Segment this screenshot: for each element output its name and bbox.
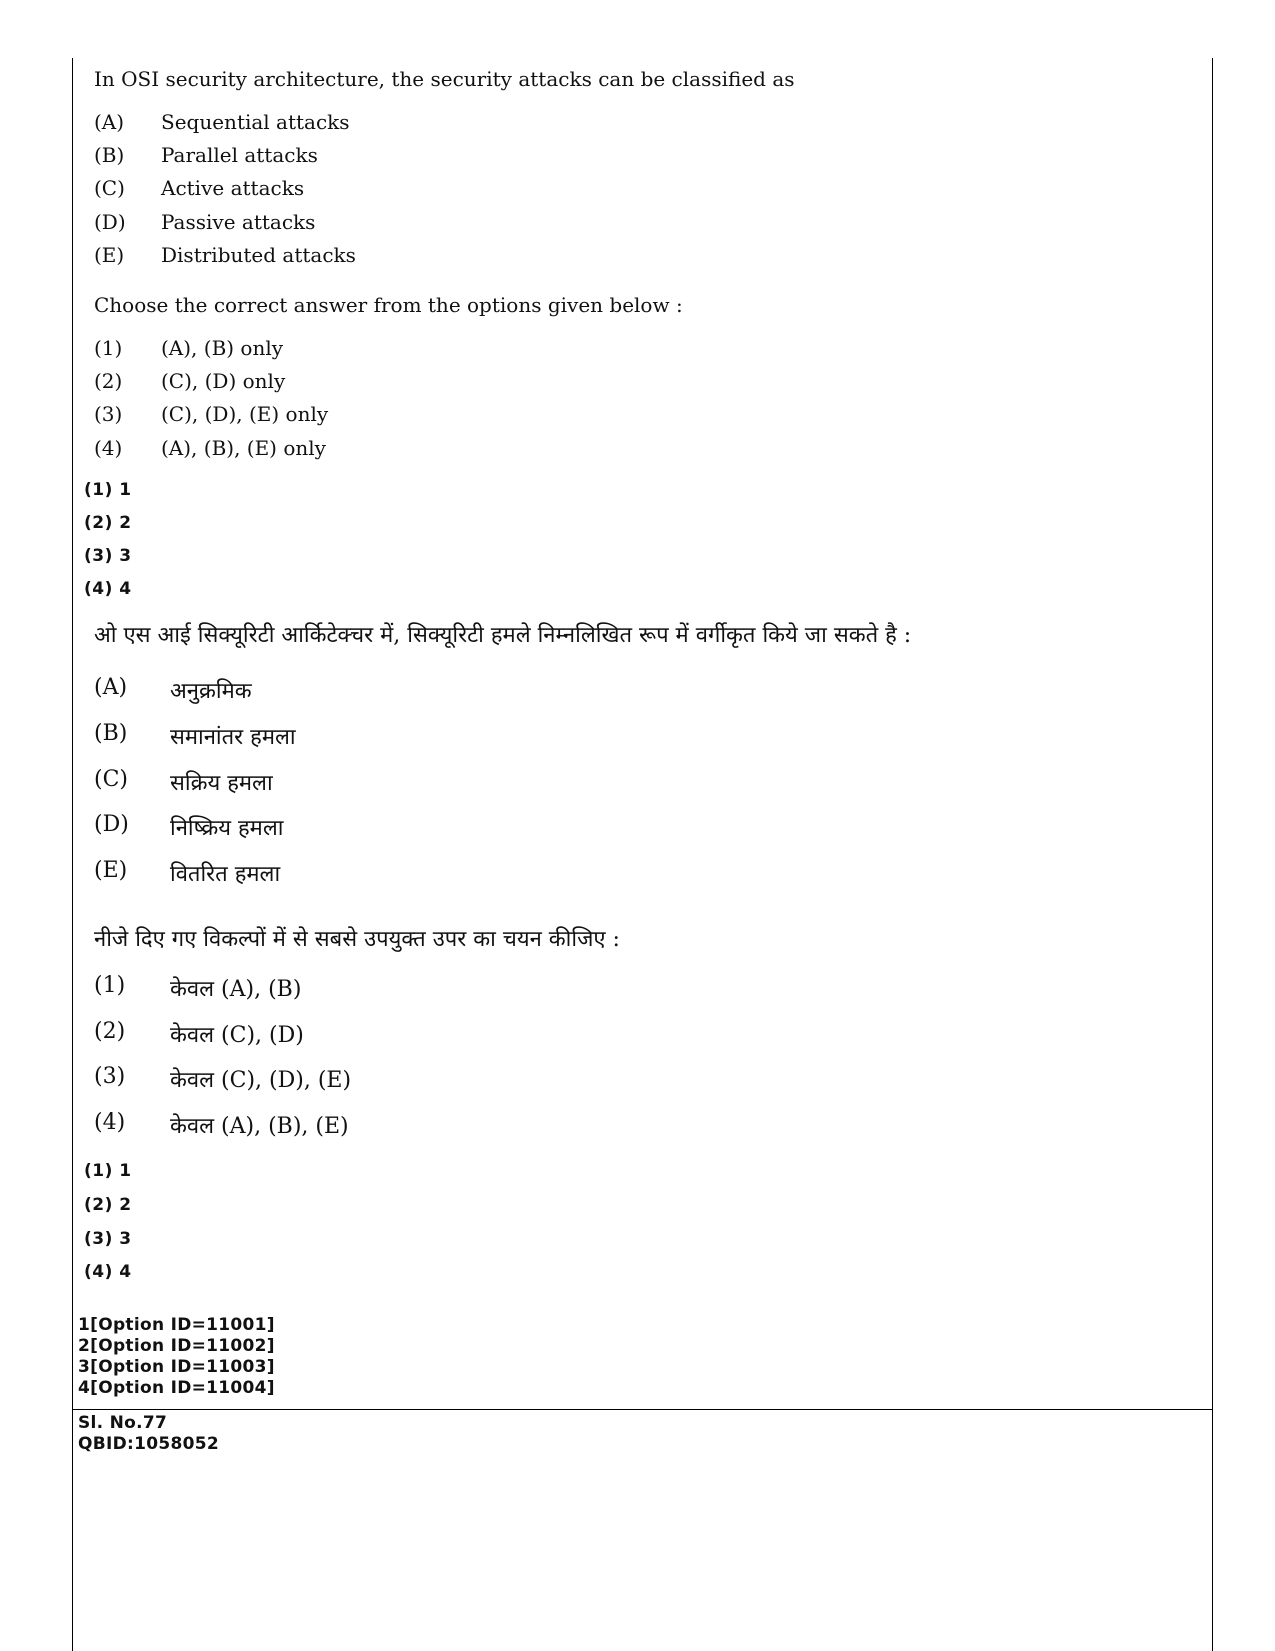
- serial-number: Sl. No.77: [78, 1413, 168, 1433]
- instruction-en: Choose the correct answer from the options given below :: [94, 293, 683, 317]
- answer-option-2-hi[interactable]: (2) 2: [84, 1195, 132, 1215]
- question-divider: [72, 1409, 1213, 1410]
- answer-option-3-en[interactable]: (3) 3: [84, 546, 132, 566]
- answer-option-2-en[interactable]: (2) 2: [84, 513, 132, 533]
- question-text-hi: ओ एस आई सिक्यूरिटी आर्किटेक्चर में, सिक्यूरिटी हमले निम्नलिखित रूप में वर्गीकृत किये जा सकते है :: [94, 623, 912, 648]
- left-border: [72, 58, 73, 1651]
- option-id-list: [78, 1315, 275, 1399]
- option-id-3: 3[Option ID=11003]: [78, 1357, 275, 1377]
- option-id-4: 4[Option ID=11004]: [78, 1378, 275, 1398]
- qbid: QBID:1058052: [78, 1434, 220, 1454]
- answer-option-4-hi[interactable]: (4) 4: [84, 1262, 132, 1282]
- answer-option-3-hi[interactable]: (3) 3: [84, 1229, 132, 1249]
- right-border: [1212, 58, 1213, 1651]
- answer-option-4-en[interactable]: (4) 4: [84, 579, 132, 599]
- next-question-header: [78, 1413, 219, 1455]
- question-text-en: In OSI security architecture, the security attacks can be classified as: [94, 67, 795, 91]
- answer-option-1-en[interactable]: (1) 1: [84, 480, 132, 500]
- answer-option-1-hi[interactable]: (1) 1: [84, 1161, 132, 1181]
- instruction-hi: नीजे दिए गए विकल्पों में से सबसे उपयुक्त उपर का चयन कीजिए :: [94, 927, 620, 952]
- option-id-2: 2[Option ID=11002]: [78, 1336, 275, 1356]
- option-id-1: 1[Option ID=11001]: [78, 1315, 275, 1335]
